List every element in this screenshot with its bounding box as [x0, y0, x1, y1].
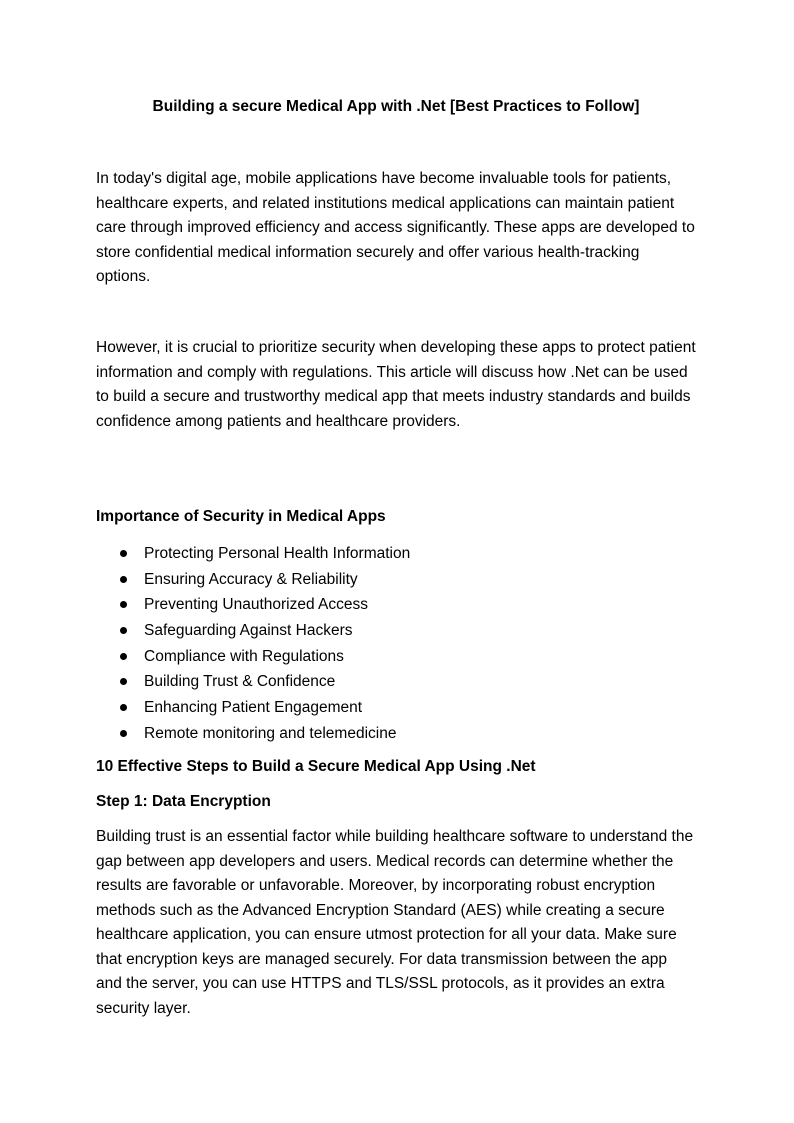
list-item: [96, 695, 696, 721]
list-item: [96, 644, 696, 670]
list-item-text: Compliance with Regulations: [144, 647, 344, 665]
list-item-text: Safeguarding Against Hackers: [144, 622, 353, 640]
list-item: [96, 669, 696, 695]
importance-heading: Importance of Security in Medical Apps: [96, 508, 386, 525]
bullet-icon: [120, 627, 127, 634]
second-paragraph: However, it is crucial to prioritize security when developing these apps to protect patient information and comply with regulations. This article will discuss how .Net can be used to build a secure and trustworthy medical app that meets industry standards and builds confidence among patients and healthcare providers.: [96, 339, 696, 430]
steps-heading: 10 Effective Steps to Build a Secure Medical App Using .Net: [96, 758, 536, 775]
list-item: [96, 721, 696, 747]
bullet-icon: [120, 653, 127, 660]
bullet-icon: [120, 678, 127, 685]
list-item-text: Preventing Unauthorized Access: [144, 596, 369, 614]
step-1-heading: Step 1: Data Encryption: [96, 793, 271, 810]
step-1-paragraph: Building trust is an essential factor while building healthcare software to understand the gap between app developers and users. Medical records can determine whether the results are favorable or unfavorable. Moreover, by incorporating robust encryption methods such as the Advanced Encryption Standard (AES) while creating a secure healthcare application, you can ensure utmost protection for all your data. Make sure that encryption keys are managed securely. For data transmission between the app and the server, you can use HTTPS and TLS/SSL protocols, as it provides an extra security layer.: [96, 828, 694, 1017]
list-item-text: Ensuring Accuracy & Reliability: [144, 570, 358, 588]
list-item: [96, 618, 696, 644]
list-item-text: Protecting Personal Health Information: [144, 545, 411, 562]
bullet-icon: [120, 704, 127, 711]
list-item-text: Enhancing Patient Engagement: [144, 699, 363, 717]
bullet-icon: [120, 730, 127, 737]
importance-list: [96, 541, 696, 747]
document-title: Building a secure Medical App with .Net [Best Practices to Follow]: [152, 98, 640, 115]
bullet-icon: [120, 576, 127, 583]
bullet-icon: [120, 550, 127, 557]
list-item-text: Building Trust & Confidence: [144, 673, 336, 691]
list-item: [96, 541, 696, 567]
list-item: [96, 592, 696, 618]
bullet-icon: [120, 601, 127, 608]
list-item-text: Remote monitoring and telemedicine: [144, 724, 397, 742]
list-item: [96, 567, 696, 593]
intro-paragraph: In today's digital age, mobile applications have become invaluable tools for patients, healthcare experts, and related institutions medical applications can maintain patient care through improved efficiency and access significantly. These apps are developed to store confidential medical information securely and offer various health-tracking options.: [96, 170, 695, 285]
